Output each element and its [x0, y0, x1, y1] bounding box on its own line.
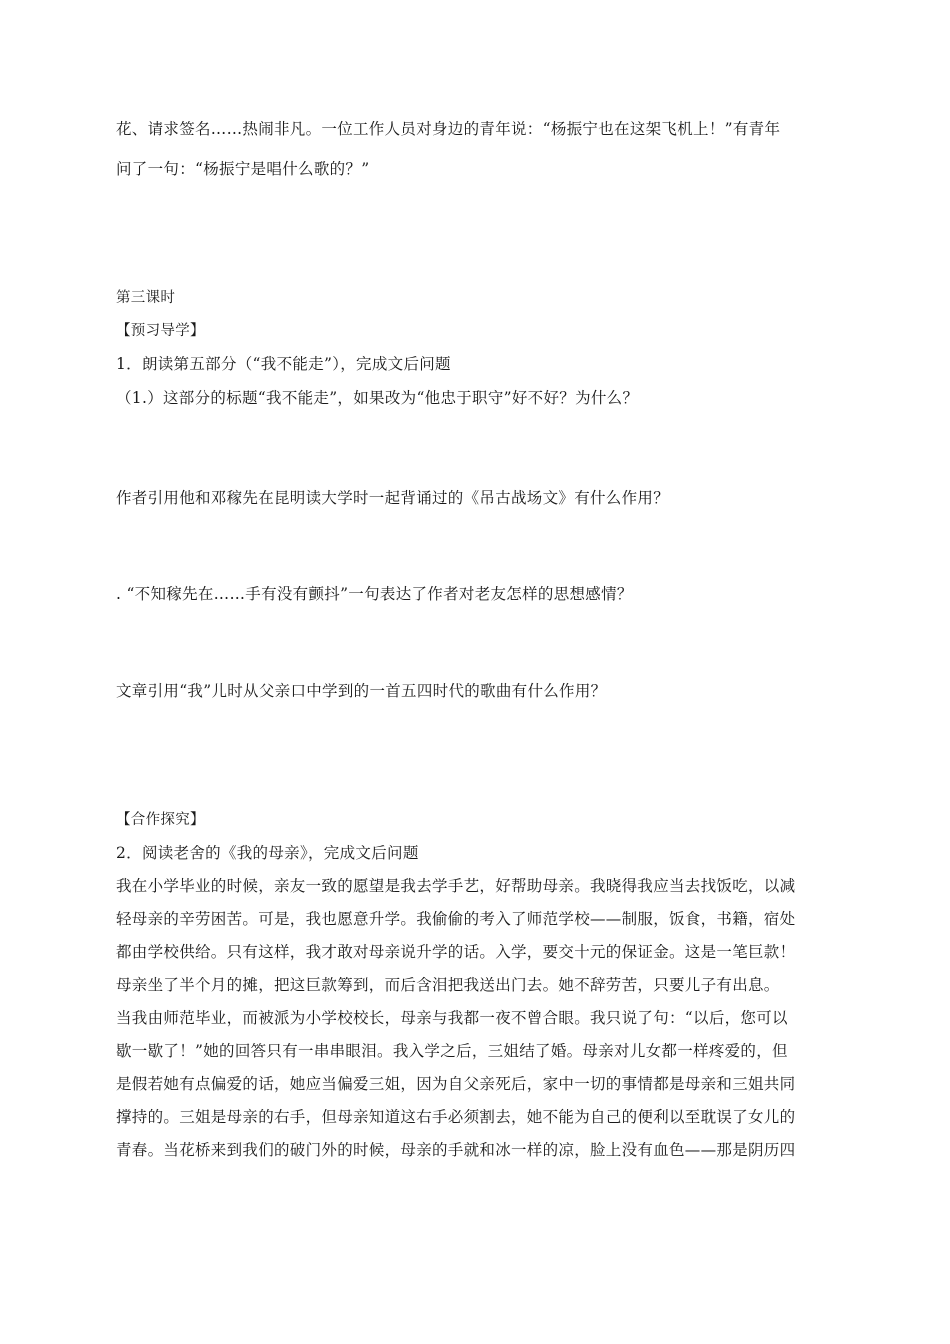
passage-line: 当我由师范毕业，而被派为小学校校长，母亲与我都一夜不曾合眼。我只说了句：“以后，您可以 — [116, 1009, 788, 1027]
inquiry-heading: 【合作探究】 — [116, 812, 205, 828]
passage-line: 青春。当花桥来到我们的破门外的时候，母亲的手就和冰一样的凉，脸上没有血色——那是阴历四 — [116, 1141, 796, 1159]
question-1: （1.）这部分的标题“我不能走”，如果改为“他忠于职守”好不好？为什么？ — [116, 389, 639, 407]
preview-heading: 【预习导学】 — [116, 323, 205, 339]
question-2: 作者引用他和邓稼先在昆明读大学时一起背诵过的《吊古战场文》有什么作用？ — [116, 489, 670, 507]
passage-line: 轻母亲的辛劳困苦。可是，我也愿意升学。我偷偷的考入了师范学校——制服，饭食，书籍，宿处 — [116, 910, 796, 928]
passage-line: 是假若她有点偏爱的话，她应当偏爱三姐，因为自父亲死后，家中一切的事情都是母亲和三姐共同 — [116, 1075, 796, 1093]
intro-line-2: 问了一句：“杨振宁是唱什么歌的？” — [116, 160, 370, 178]
passage-line: 母亲坐了半个月的摊，把这巨款筹到，而后含泪把我送出门去。她不辞劳苦，只要儿子有出息。 — [116, 976, 780, 994]
passage-line: 撑持的。三姐是母亲的右手，但母亲知道这右手必须割去，她不能为自己的便利以至耽误了女儿的 — [116, 1108, 796, 1126]
question-4: 文章引用“我”儿时从父亲口中学到的一首五四时代的歌曲有什么作用？ — [116, 682, 607, 700]
task-1: 1．朗读第五部分（“我不能走”），完成文后问题 — [116, 355, 451, 373]
passage-line: 我在小学毕业的时候，亲友一致的愿望是我去学手艺，好帮助母亲。我晓得我应当去找饭吃，以减 — [116, 877, 796, 895]
intro-line-1: 花、请求签名……热闹非凡。一位工作人员对身边的青年说：“杨振宁也在这架飞机上！”有青年 — [116, 120, 781, 138]
task-2: 2．阅读老舍的《我的母亲》，完成文后问题 — [116, 844, 419, 862]
passage-line: 都由学校供给。只有这样，我才敢对母亲说升学的话。入学，要交十元的保证金。这是一笔巨款！ — [116, 943, 796, 961]
lesson-title: 第三课时 — [116, 290, 176, 306]
passage-line: 歇一歇了！”她的回答只有一串串眼泪。我入学之后，三姐结了婚。母亲对儿女都一样疼爱的，但 — [116, 1042, 788, 1060]
question-3: . “不知稼先在……手有没有颤抖”一句表达了作者对老友怎样的思想感情？ — [116, 585, 633, 603]
